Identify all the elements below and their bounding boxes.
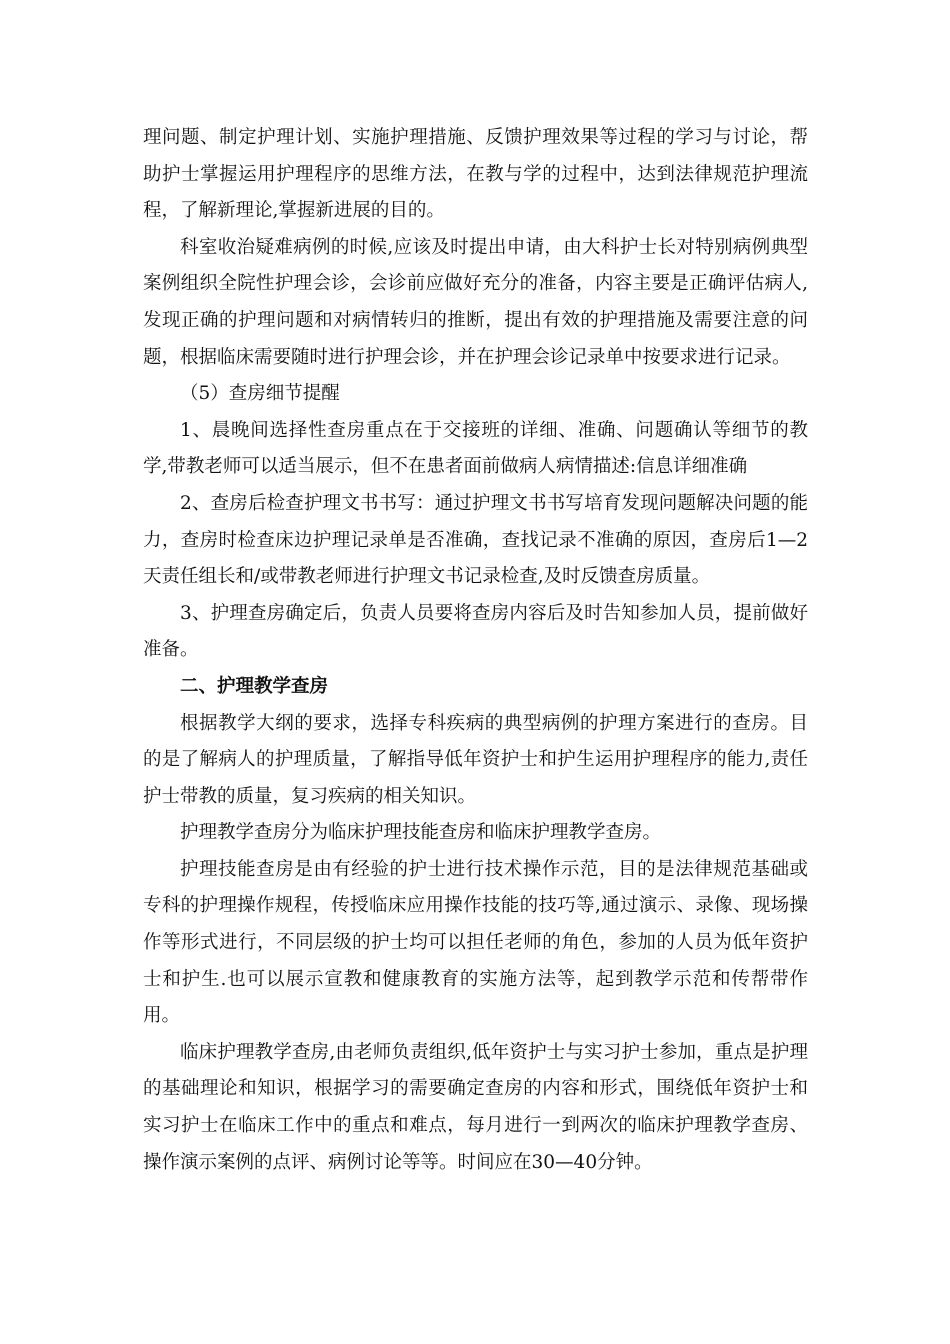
list-item-3: 3、护理查房确定后，负责人员要将查房内容后及时告知参加人员，提前做好准备。 xyxy=(143,602,808,661)
paragraph-5: 护理技能查房是由有经验的护士进行技术操作示范，目的是法律规范基础或专科的护理操作规程，传授临床应用操作技能的技巧等,通过演示、录像、现场操作等形式进行，不同层级的护士均可以担任老师的角色，参加的人员为低年资护士和护生.也可以展示宣教和健康教育的实施方法等，起到教学示范和传帮带作用。 xyxy=(143,858,808,1027)
document-page xyxy=(143,120,808,1181)
section-heading-teaching-rounds: 二、护理教学查房 xyxy=(180,675,329,697)
paragraph-2: 科室收治疑难病例的时候,应该及时提出申请，由大科护士长对特别病例典型案例组织全院性护理会诊，会诊前应做好充分的准备，内容主要是正确评估病人,发现正确的护理问题和对病情转归的推断，提出有效的护理措施及需要注意的问题，根据临床需要随时进行护理会诊，并在护理会诊记录单中按要求进行记录。 xyxy=(143,236,808,368)
paragraph-4: 护理教学查房分为临床护理技能查房和临床护理教学查房。 xyxy=(180,822,662,844)
list-item-2: 2、查房后检查护理文书书写：通过护理文书书写培育发现问题解决问题的能力，查房时检查床边护理记录单是否准确，查找记录不准确的原因，查房后1—2天责任组长和/或带教老师进行护理文书记录检查,及时反馈查房质量。 xyxy=(143,492,808,588)
list-item-1: 1、晨晚间选择性查房重点在于交接班的详细、准确、问题确认等细节的教学,带教老师可以适当展示，但不在患者面前做病人病情描述:信息详细准确 xyxy=(143,419,808,478)
paragraph-3: 根据教学大纲的要求，选择专科疾病的典型病例的护理方案进行的查房。目的是了解病人的护理质量，了解指导低年资护士和护生运用护理程序的能力,责任护士带教的质量，复习疾病的相关知识。 xyxy=(143,712,808,807)
paragraph-6: 临床护理教学查房,由老师负责组织,低年资护士与实习护士参加，重点是护理的基础理论和知识，根据学习的需要确定查房的内容和形式，围绕低年资护士和实习护士在临床工作中的重点和难点，每月进行一到两次的临床护理教学查房、操作演示案例的点评、病例讨论等等。时间应在30—40分钟。 xyxy=(143,1041,808,1173)
subheading-ward-round-reminders: （5）查房细节提醒 xyxy=(180,383,340,405)
paragraph-1: 理问题、制定护理计划、实施护理措施、反馈护理效果等过程的学习与讨论，帮助护士掌握运用护理程序的思维方法，在教与学的过程中，达到法律规范护理流程，了解新理论,掌握新进展的目的。 xyxy=(143,127,808,222)
